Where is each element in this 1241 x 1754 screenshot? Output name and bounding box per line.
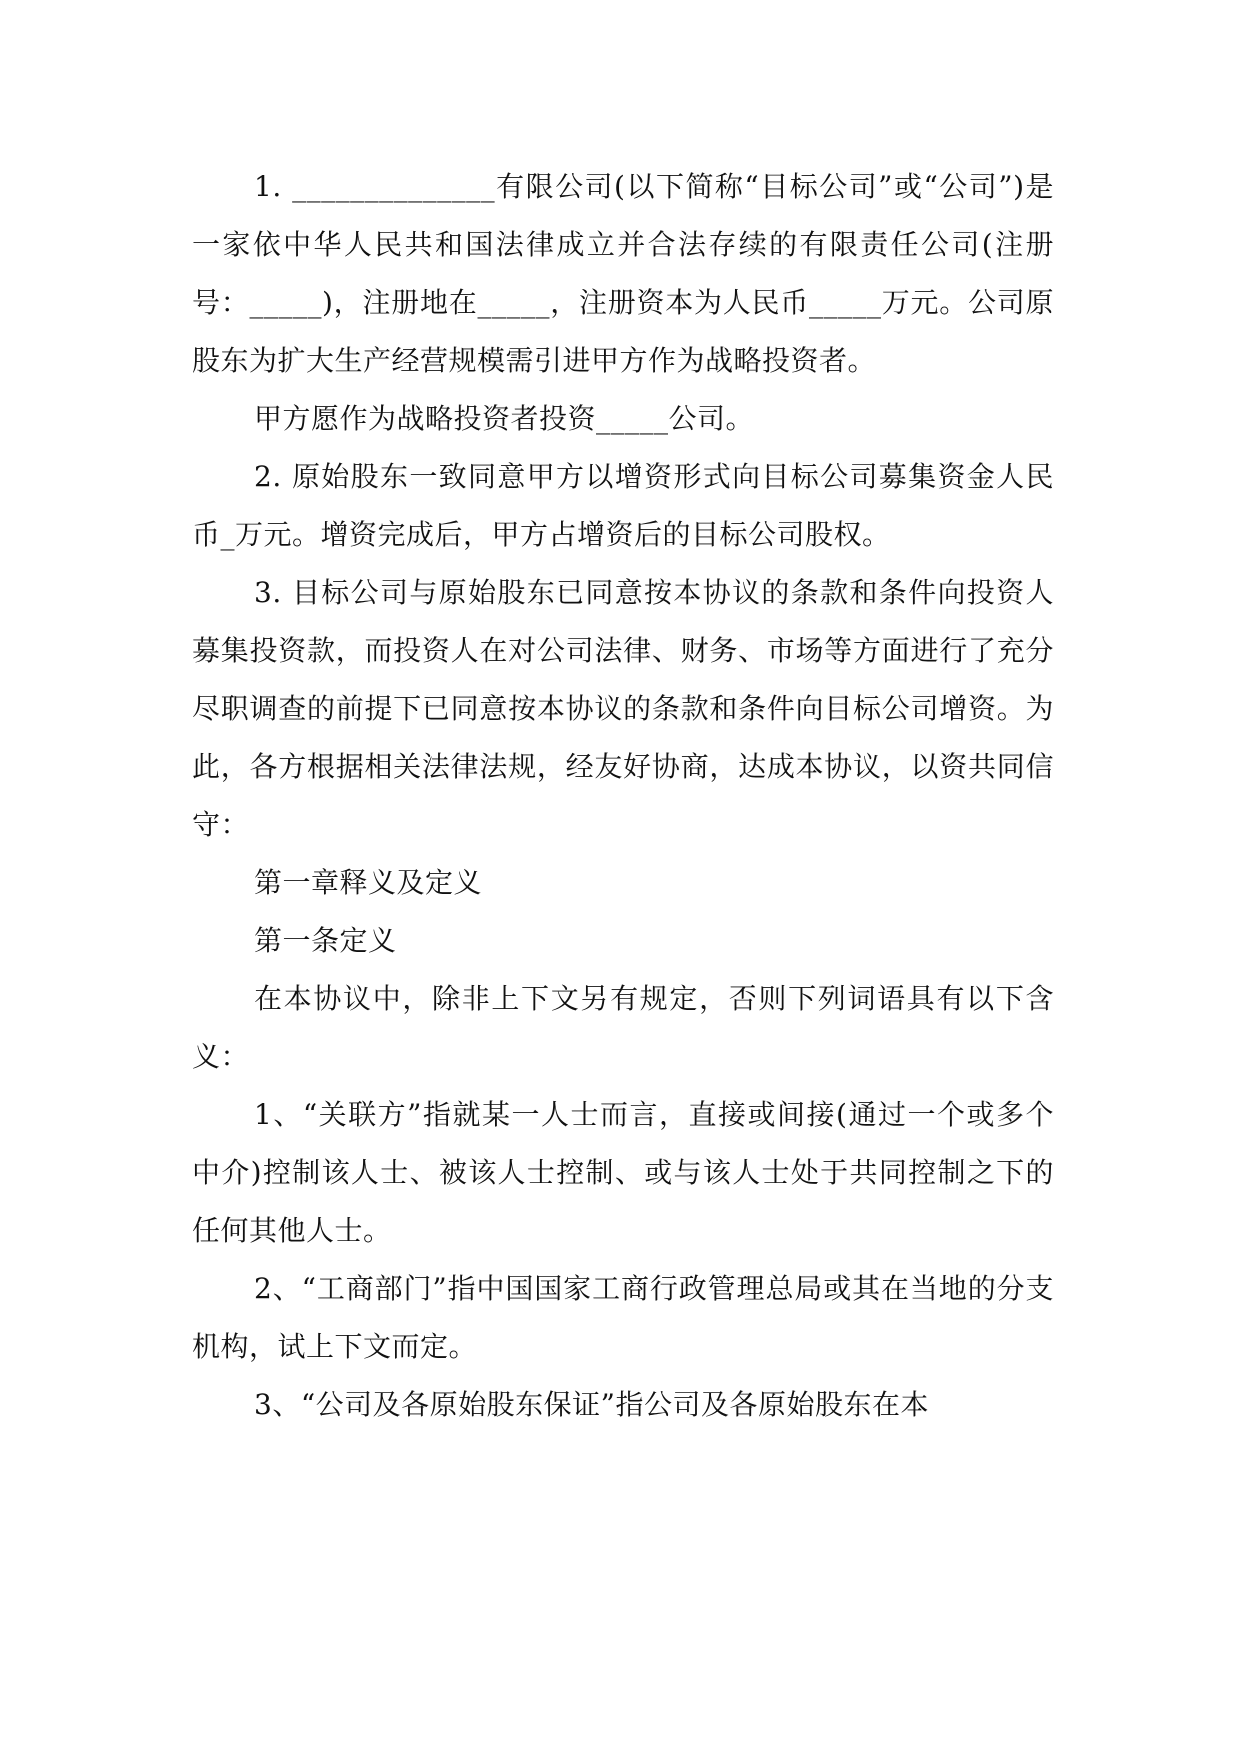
document-body: [192, 158, 1054, 1434]
paragraph-investment-intent: 甲方愿作为战略投资者投资_____公司。: [254, 402, 755, 435]
paragraph-definitions-intro: 在本协议中，除非上下文另有规定，否则下列词语具有以下含义：: [192, 982, 1054, 1073]
definition-related-party: 1、“关联方”指就某一人士而言，直接或间接(通过一个或多个中介)控制该人士、被该人士控制、或与该人士处于共同控制之下的任何其他人士。: [192, 1098, 1054, 1247]
paragraph-capital-increase: 2. 原始股东一致同意甲方以增资形式向目标公司募集资金人民币_万元。增资完成后，甲方占增资后的目标公司股权。: [192, 460, 1054, 551]
definition-company-warranties: 3、“公司及各原始股东保证”指公司及各原始股东在本: [254, 1388, 929, 1421]
definition-commerce-department: 2、“工商部门”指中国国家工商行政管理总局或其在当地的分支机构，试上下文而定。: [192, 1272, 1054, 1363]
article-heading: 第一条定义: [254, 924, 397, 957]
paragraph-company-intro: 1. ______________有限公司(以下简称“目标公司”或“公司”)是一家依中华人民共和国法律成立并合法存续的有限责任公司(注册号：_____)，注册地在_____，注册资本为人民币_____万元。公司原股东为扩大生产经营规模需引进甲方作为战略投资者。: [192, 170, 1054, 377]
chapter-heading: 第一章释义及定义: [254, 866, 483, 899]
paragraph-agreement-basis: 3. 目标公司与原始股东已同意按本协议的条款和条件向投资人募集投资款，而投资人在对公司法律、财务、市场等方面进行了充分尽职调查的前提下已同意按本协议的条款和条件向目标公司增资。为此，各方根据相关法律法规，经友好协商，达成本协议，以资共同信守：: [192, 576, 1054, 841]
